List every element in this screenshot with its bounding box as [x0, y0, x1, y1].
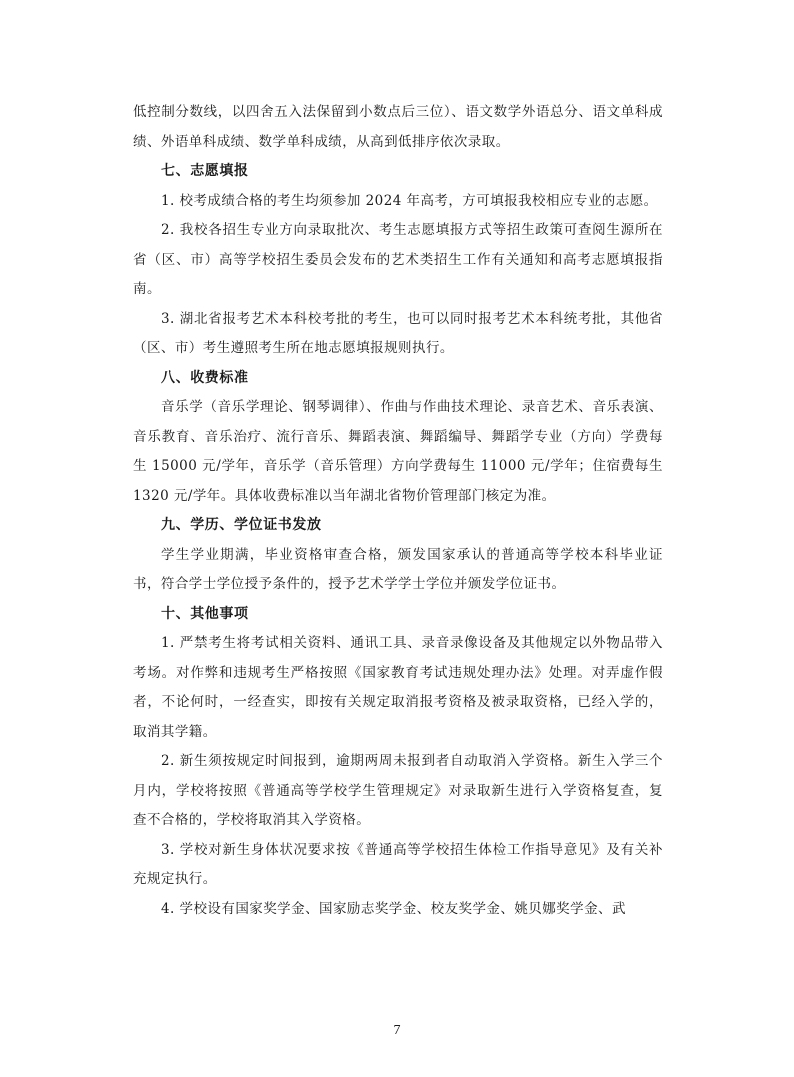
section-heading-certificates: 九、学历、学位证书发放	[161, 517, 322, 533]
paragraph-admission-ranking: 低控制分数线，以四舍五入法保留到小数点后三位）、语文数学外语总分、语文单科成绩、外语单科成绩、数学单科成绩，从高到低排序依次录取。	[133, 104, 663, 150]
paragraph-other-2: 2. 新生须按规定时间报到，逾期两周未报到者自动取消入学资格。新生入学三个月内，学校将按照《普通高等学校学生管理规定》对录取新生进行入学资格复查，复查不合格的，学校将取消其入学资格。	[133, 753, 663, 828]
section-heading-fees: 八、收费标准	[161, 369, 249, 386]
paragraph-other-1: 1. 严禁考生将考试相关资料、通讯工具、录音录像设备及其他规定以外物品带入考场。对作弊和违规考生严格按照《国家教育考试违规处理办法》处理。对弄虚作假者，不论何时，一经查实，即按有关规定取消报考资格及被录取资格，已经入学的，取消其学籍。	[133, 635, 663, 740]
section-heading-application: 七、志愿填报	[161, 163, 249, 179]
paragraph-other-4: 4. 学校设有国家奖学金、国家励志奖学金、校友奖学金、姚贝娜奖学金、武	[161, 900, 626, 917]
page-body	[133, 98, 663, 924]
paragraph-application-3: 3. 湖北省报考艺术本科校考批的考生，也可以同时报考艺术本科统考批，其他省（区、市）考生遵照考生所在地志愿填报规则执行。	[133, 310, 663, 356]
page-number: 7	[393, 1023, 401, 1038]
paragraph-application-1: 1. 校考成绩合格的考生均须参加 2024 年高考，方可填报我校相应专业的志愿。	[161, 192, 658, 209]
paragraph-application-2: 2. 我校各招生专业方向录取批次、考生志愿填报方式等招生政策可查阅生源所在省（区、市）高等学校招生委员会发布的艺术类招生工作有关通知和高考志愿填报指南。	[133, 222, 663, 297]
section-heading-other-matters: 十、其他事项	[161, 605, 249, 622]
paragraph-other-3: 3. 学校对新生身体状况要求按《普通高等学校招生体检工作指导意见》及有关补充规定执行。	[133, 841, 663, 887]
paragraph-certificates: 学生学业期满，毕业资格审查合格，颁发国家承认的普通高等学校本科毕业证书，符合学士学位授予条件的，授予艺术学学士学位并颁发学位证书。	[133, 546, 663, 592]
paragraph-fees: 音乐学（音乐学理论、钢琴调律）、作曲与作曲技术理论、录音艺术、音乐表演、音乐教育、音乐治疗、流行音乐、舞蹈表演、舞蹈编导、舞蹈学专业（方向）学费每生 15000 元/学年，音乐学（音乐管理）方向学费每生 11000 元/学年；住宿费每生 1320 元/学年。具体收费标准以当年湖北省物价管理部门核定为准。	[133, 399, 663, 504]
